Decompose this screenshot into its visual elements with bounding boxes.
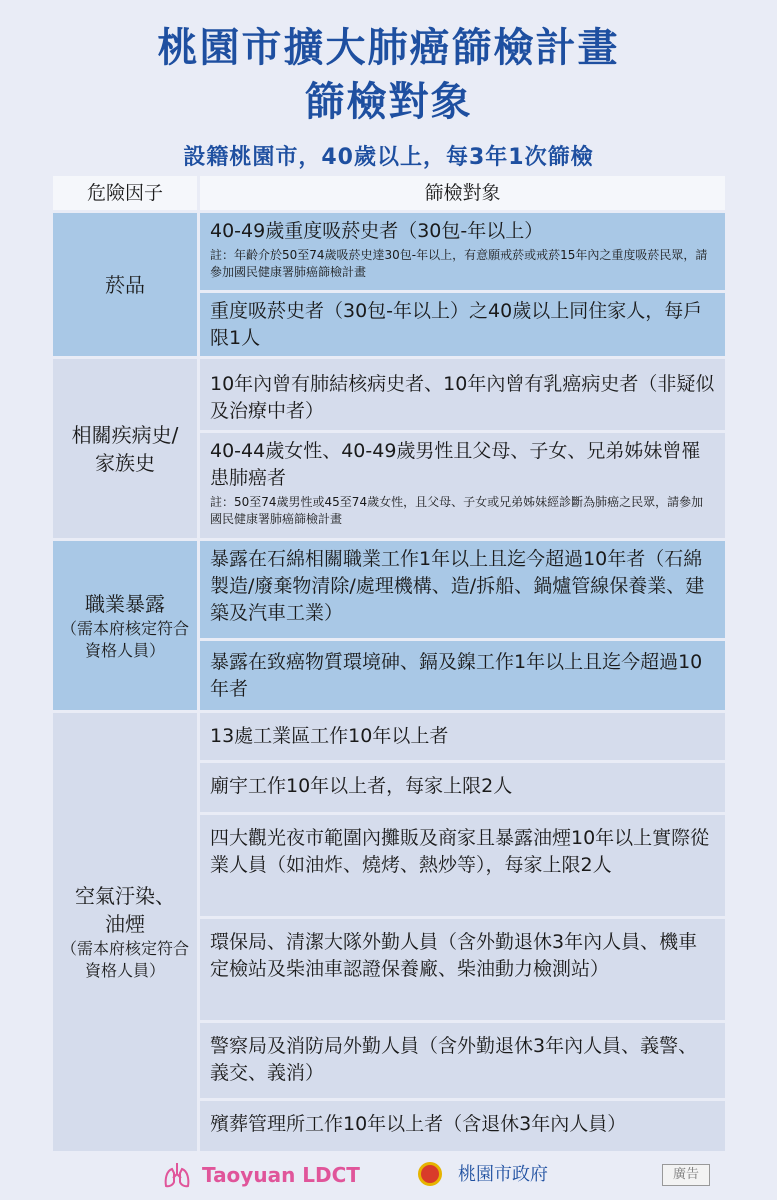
group-medical-history [53,359,725,538]
category-cell [53,541,197,710]
row-text: 13處工業區工作10年以上者 [210,725,449,747]
table-row [200,763,725,812]
page-title-line2: 篩檢對象 [304,79,473,125]
ad-badge: 廣告 [662,1164,710,1186]
row-footnote: 註：50至74歲男性或45至74歲女性，且父母、子女或兄弟姊妹經診斷為肺癌之民眾，請參加國民健康署肺癌篩檢計畫 [210,495,704,526]
row-text: 10年內曾有肺結核病史者、10年內曾有乳癌病史者（非疑似及治療中者） [210,373,715,422]
row-text: 廟宇工作10年以上者，每家上限2人 [210,775,513,797]
footer [0,1158,777,1192]
row-text: 殯葬管理所工作10年以上者（含退休3年內人員） [210,1113,627,1135]
row-text: 環保局、清潔大隊外勤人員（含外勤退休3年內人員、機車定檢站及柴油車認證保養廠、柴油動力檢測站） [210,931,698,980]
group-tobacco [53,213,725,356]
brand-label: Taoyuan LDCT [202,1163,360,1187]
header-risk-factor: 危險因子 [53,176,197,210]
group-occupational [53,541,725,710]
city-seal-icon [418,1162,442,1186]
category-label: 空氣汙染、油煙 [75,884,175,936]
group-air-pollution [53,713,725,1151]
table-header [53,176,725,210]
table-row [200,1101,725,1151]
category-note: （需本府核定符合資格人員） [61,939,190,980]
page-subtitle: 設籍桃園市，40歲以上，每3年1次篩檢 [183,145,594,170]
table-row [200,293,725,356]
category-label: 相關疾病史/家族史 [71,422,179,475]
row-text: 40-44歲女性、40-49歲男性且父母、子女、兄弟姊妹曾罹患肺癌者 [210,440,701,489]
row-text: 四大觀光夜市範圍內攤販及商家且暴露油煙10年以上實際從業人員（如油炸、燒烤、熱炒等），每家上限2人 [210,827,710,876]
table-row [200,1023,725,1098]
category-label: 職業暴露 [85,591,165,616]
page-title: 桃園市擴大肺癌篩檢計畫 [157,25,620,71]
row-text: 重度吸菸史者（30包-年以上）之40歲以上同住家人，每戶限1人 [210,300,703,349]
row-text: 40-49歲重度吸菸史者（30包-年以上） [210,220,544,242]
header-screening-target: 篩檢對象 [200,176,725,210]
category-cell [53,213,197,356]
category-note: （需本府核定符合資格人員） [61,618,190,660]
row-text: 警察局及消防局外勤人員（含外勤退休3年內人員、義警、義交、義消） [210,1035,698,1084]
table-row [200,359,725,430]
row-text: 暴露在石綿相關職業工作1年以上且迄今超過10年者（石綿製造/廢棄物清除/處理機構、造/拆船、鍋爐管線保養業、建築及汽車工業） [210,548,705,624]
table-row [200,213,725,290]
row-text: 暴露在致癌物質環境砷、鎘及鎳工作1年以上且迄今超過10年者 [210,651,703,700]
table-row [200,541,725,638]
table-row [200,815,725,916]
gov-label: 桃園市政府 [458,1164,548,1185]
category-label: 菸品 [105,272,145,297]
table-row [200,433,725,538]
table-row [200,713,725,760]
row-footnote: 註：年齡介於50至74歲吸菸史達30包-年以上，有意願戒菸或戒菸15年內之重度吸菸民眾，請參加國民健康署肺癌篩檢計畫 [210,248,708,279]
category-cell [53,359,197,538]
table-row [200,919,725,1020]
table-row [200,641,725,710]
category-cell [53,713,197,1151]
lung-icon [162,1160,192,1190]
